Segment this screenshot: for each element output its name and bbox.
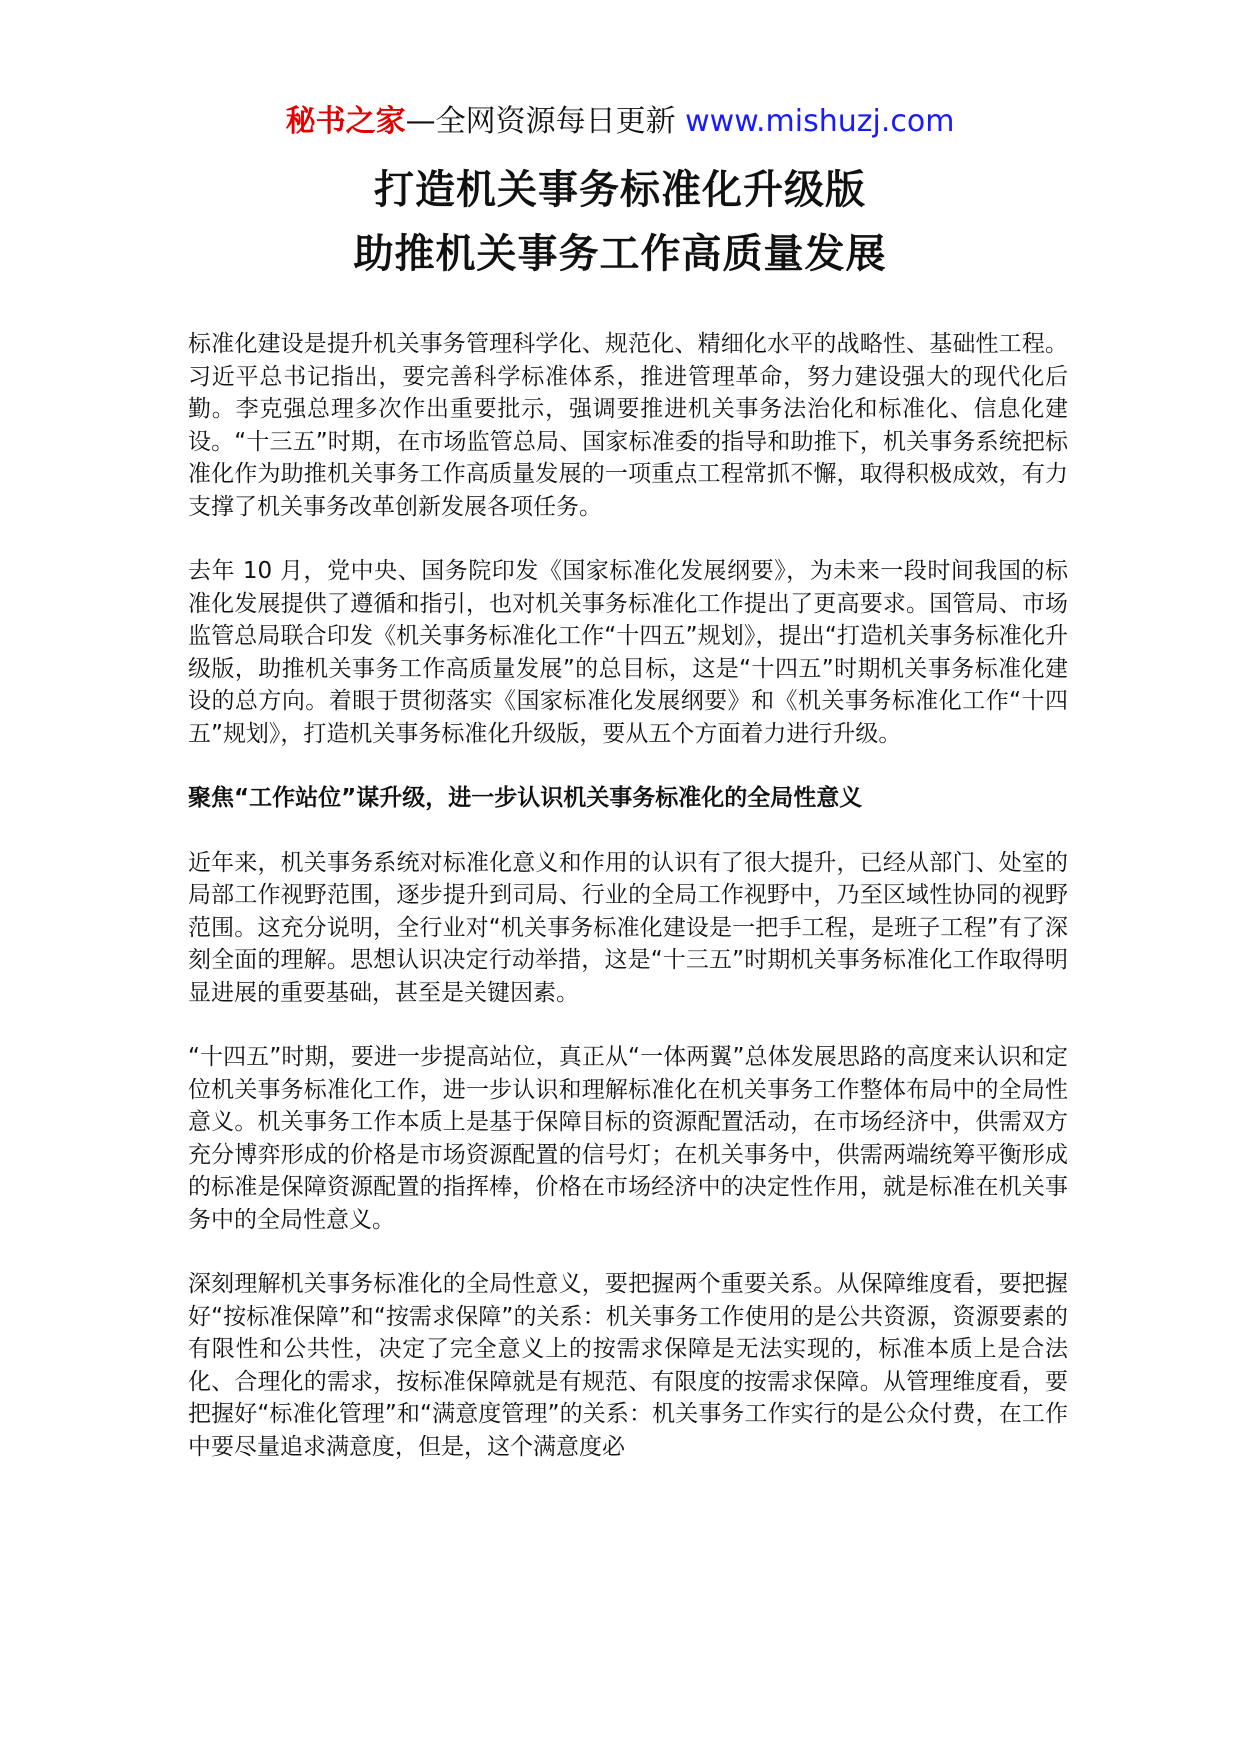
site-url-link[interactable]: www.mishuzj.com: [685, 104, 955, 139]
section-heading: 聚焦“工作站位”谋升级，进一步认识机关事务标准化的全局性意义: [188, 785, 863, 811]
header-tagline: —全网资源每日更新: [405, 104, 686, 139]
paragraph: “十四五”时期，要进一步提高站位，真正从“一体两翼”总体发展思路的高度来认识和定位机关事务标准化工作，进一步认识和理解标准化在机关事务工作整体布局中的全局性意义。机关事务工作本质上是基于保障目标的资源配置活动，在市场经济中，供需双方充分博弈形成的价格是市场资源配置的信号灯；在机关事务中，供需两端统筹平衡形成的标准是保障资源配置的指挥棒，价格在市场经济中的决定性作用，就是标准在机关事务中的全局性意义。: [188, 1044, 1068, 1233]
title-line-2: 助推机关事务工作高质量发展: [353, 231, 887, 277]
document-body: [188, 328, 1068, 1495]
paragraph: 近年来，机关事务系统对标准化意义和作用的认识有了很大提升，已经从部门、处室的局部工作视野范围，逐步提升到司局、行业的全局工作视野中，乃至区域性协同的视野范围。这充分说明，全行业对“机关事务标准化建设是一把手工程，是班子工程”有了深刻全面的理解。思想认识决定行动举措，这是“十三五”时期机关事务标准化工作取得明显进展的重要基础，甚至是关键因素。: [188, 849, 1068, 1006]
site-header: [0, 100, 1240, 144]
brand-name: 秘书之家: [285, 104, 406, 139]
paragraph: 去年 10 月，党中央、国务院印发《国家标准化发展纲要》，为未来一段时间我国的标准化发展提供了遵循和指引，也对机关事务标准化工作提出了更高要求。国管局、市场监管总局联合印发《机关事务标准化工作“十四五”规划》，提出“打造机关事务标准化升级版，助推机关事务工作高质量发展”的总目标，这是“十四五”时期机关事务标准化建设的总方向。着眼于贯彻落实《国家标准化发展纲要》和《机关事务标准化工作“十四五”规划》，打造机关事务标准化升级版，要从五个方面着力进行升级。: [188, 558, 1068, 747]
paragraph: 标准化建设是提升机关事务管理科学化、规范化、精细化水平的战略性、基础性工程。习近平总书记指出，要完善科学标准体系，推进管理革命，努力建设强大的现代化后勤。李克强总理多次作出重要批示，强调要推进机关事务法治化和标准化、信息化建设。“十三五”时期，在市场监管总局、国家标准委的指导和助推下，机关事务系统把标准化作为助推机关事务工作高质量发展的一项重点工程常抓不懈，取得积极成效，有力支撑了机关事务改革创新发展各项任务。: [188, 331, 1068, 520]
title-line-1: 打造机关事务标准化升级版: [374, 167, 866, 213]
document-title: [0, 158, 1240, 286]
paragraph: 深刻理解机关事务标准化的全局性意义，要把握两个重要关系。从保障维度看，要把握好“按标准保障”和“按需求保障”的关系：机关事务工作使用的是公共资源，资源要素的有限性和公共性，决定了完全意义上的按需求保障是无法实现的，标准本质上是合法化、合理化的需求，按标准保障就是有规范、有限度的按需求保障。从管理维度看，要把握好“标准化管理”和“满意度管理”的关系：机关事务工作实行的是公众付费，在工作中要尽量追求满意度，但是，这个满意度必: [188, 1271, 1068, 1460]
